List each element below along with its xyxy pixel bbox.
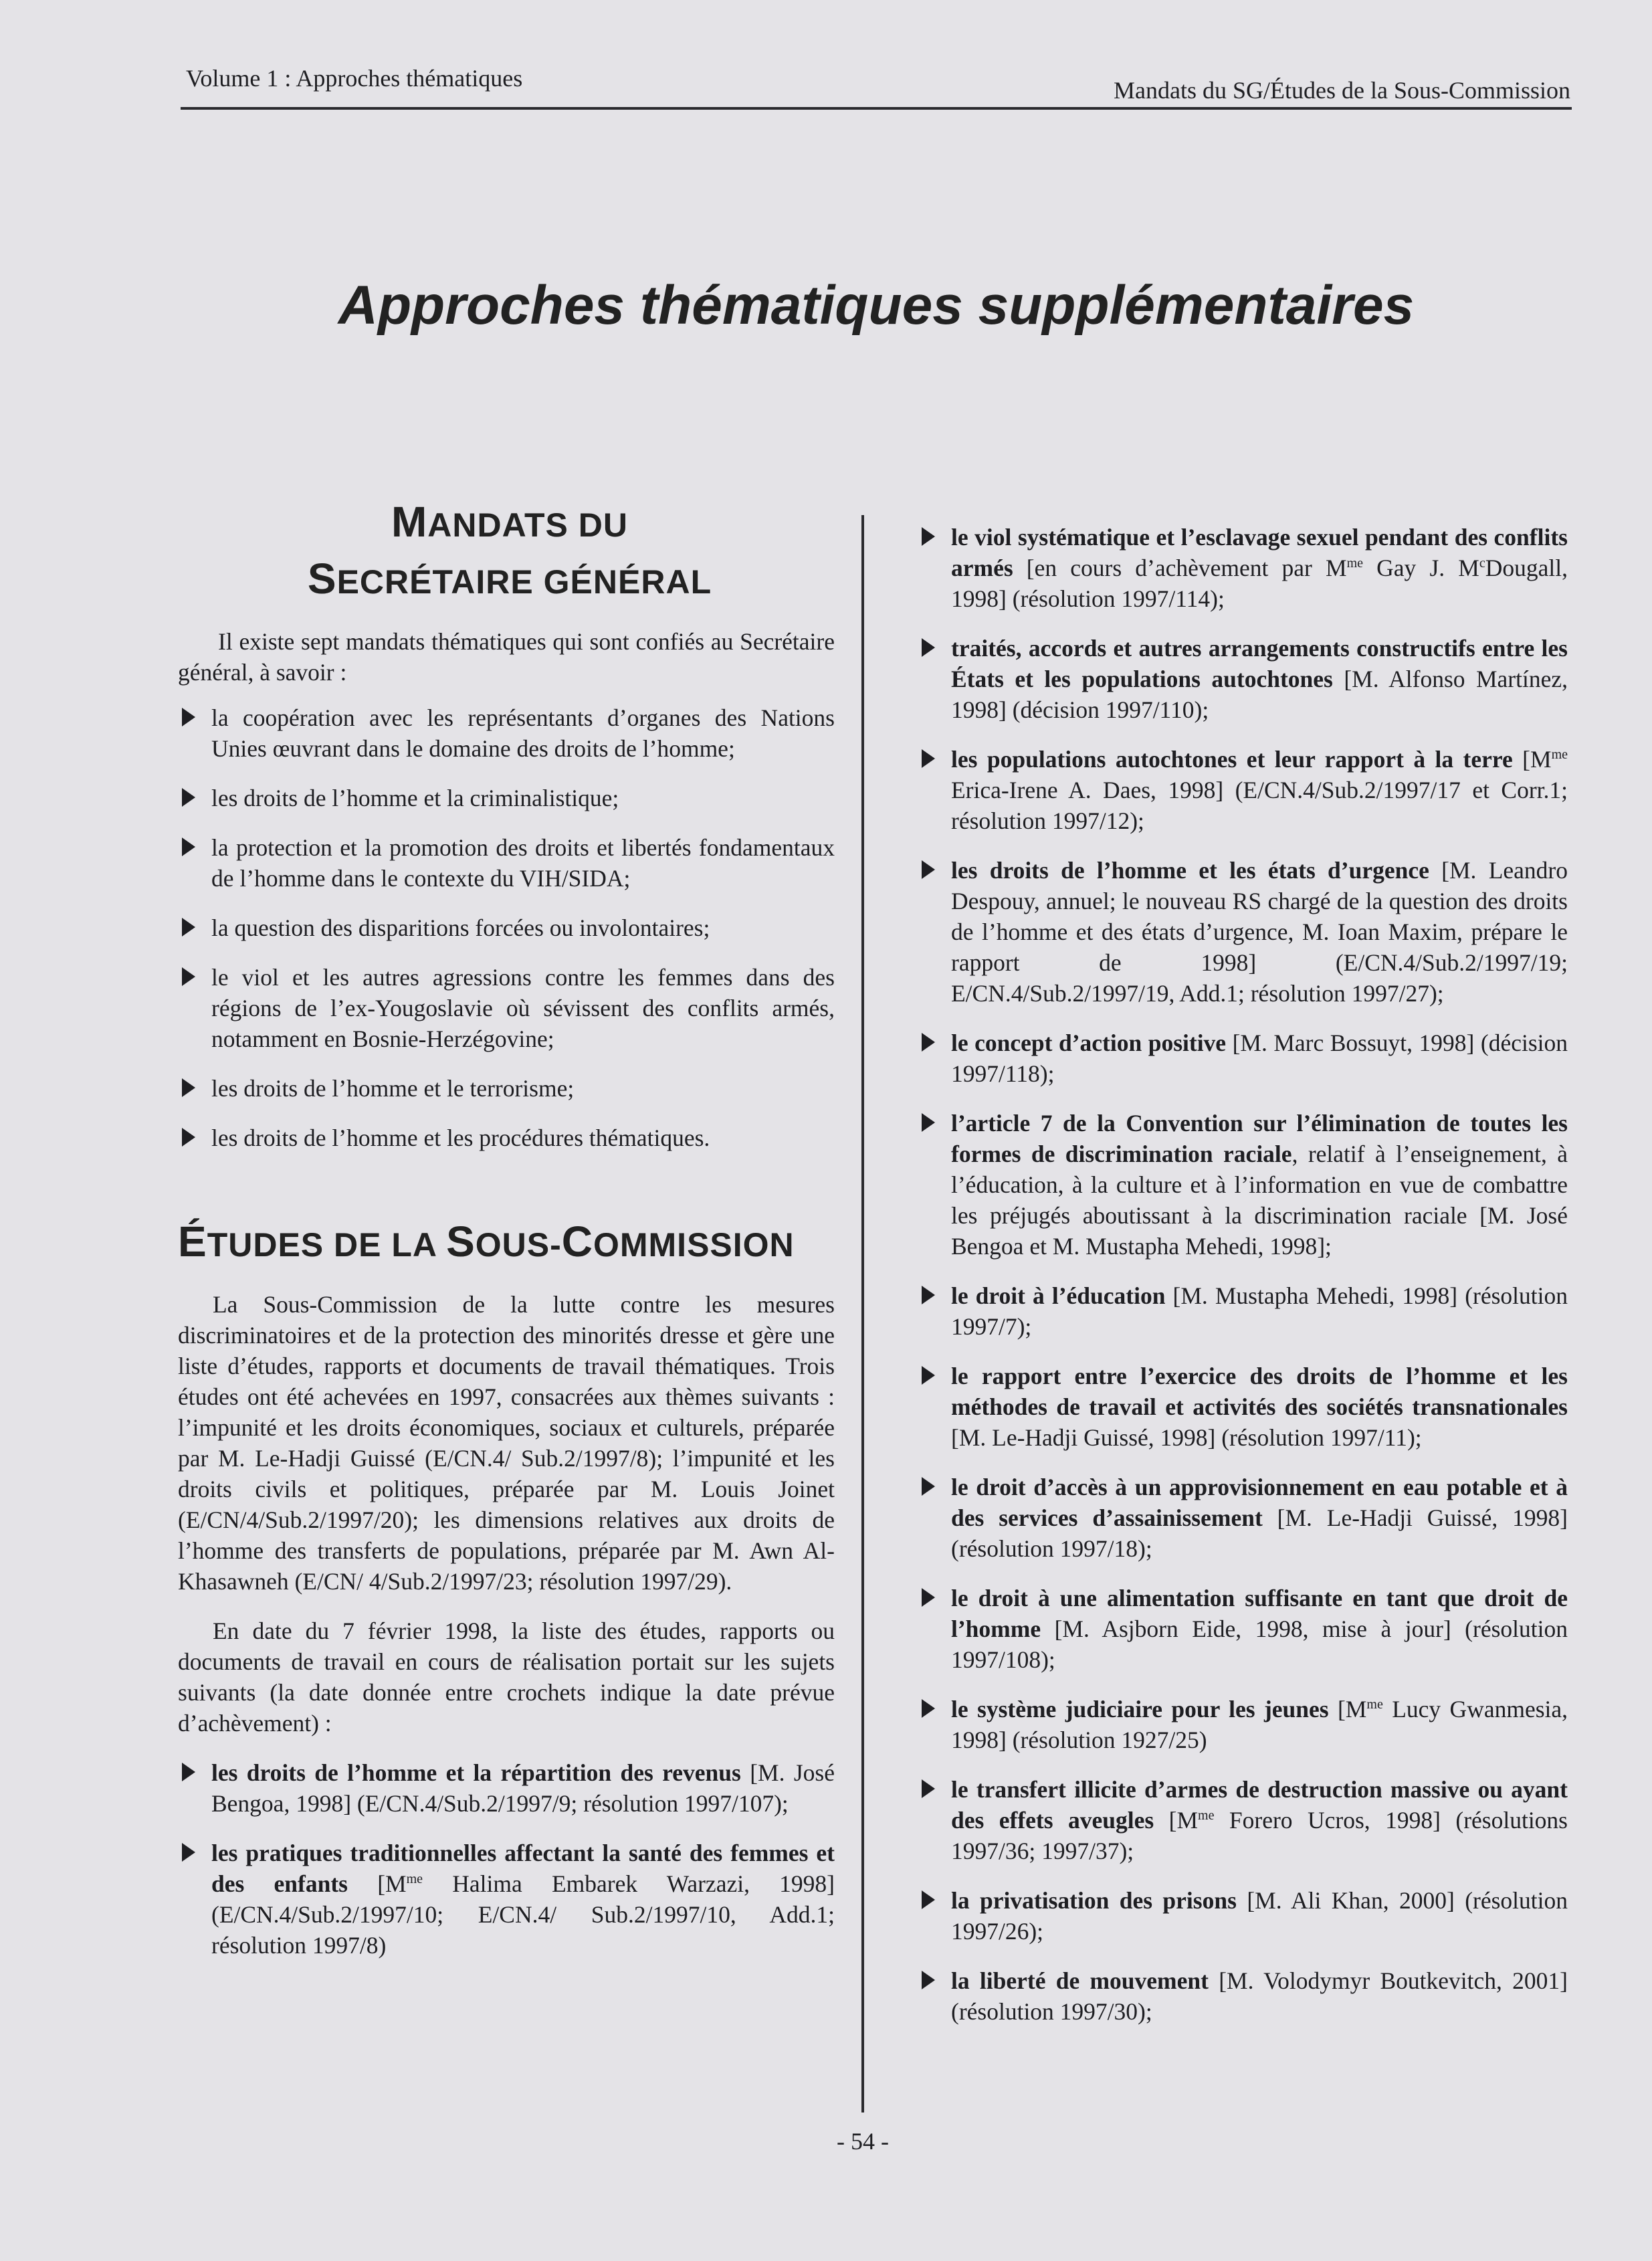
list-item: le viol et les autres agressions contre les femmes dans des régions de l’ex-Yougoslavie où sévissent des conflits armés, notamment en Bosnie-Herzégovine; bbox=[178, 962, 835, 1054]
list-item: la protection et la promotion des droits et libertés fondamentaux de l’homme dans le contexte du VIH/SIDA; bbox=[178, 832, 835, 894]
arrow-bullet-icon bbox=[182, 708, 195, 726]
etudes-paragraph-2: En date du 7 février 1998, la liste des études, rapports ou documents de travail en cours de réalisation portait sur les sujets suivants (la date donnée entre crochets indique la date prévue d’achèvement) : bbox=[178, 1617, 835, 1737]
running-header-left: Volume 1 : Approches thématiques bbox=[186, 65, 523, 92]
arrow-bullet-icon bbox=[922, 1588, 935, 1607]
arrow-bullet-icon bbox=[182, 1843, 195, 1862]
list-item: les populations autochtones et leur rapport à la terre [$M^{me}$ Erica-Irene A. Daes, 1998] (E/CN.4/Sub.2/1997/17 et Corr.1; résolution 1997/12); bbox=[918, 744, 1568, 836]
arrow-bullet-icon bbox=[182, 918, 195, 937]
list-item: les droits de l’homme et le terrorisme; bbox=[178, 1073, 835, 1104]
arrow-bullet-icon bbox=[922, 1286, 935, 1304]
list-item: la coopération avec les représentants d’organes des Nations Unies œuvrant dans le domaine des droits de l’homme; bbox=[178, 702, 835, 764]
list-item: traités, accords et autres arrangements constructifs entre les États et les populations autochtones [M. Alfonso Martínez, 1998] (décision 1997/110); bbox=[918, 633, 1568, 725]
list-item: les droits de l’homme et la criminalistique; bbox=[178, 783, 835, 813]
page-number: - 54 - bbox=[837, 2128, 889, 2155]
section-title-mandats: MANDATS DU SECRÉTAIRE GÉNÉRAL bbox=[307, 498, 712, 603]
arrow-bullet-icon bbox=[182, 967, 195, 986]
etudes-list-right bbox=[918, 522, 1568, 2027]
mandats-list bbox=[178, 702, 835, 1153]
arrow-bullet-icon bbox=[922, 749, 935, 768]
arrow-bullet-icon bbox=[922, 1366, 935, 1385]
mandats-intro: Il existe sept mandats thématiques qui sont confiés au Secrétaire général, à savoir : bbox=[178, 628, 835, 686]
list-item: le droit à une alimentation suffisante en tant que droit de l’homme [M. Asjborn Eide, 1998, mise à jour] (résolution 1997/108); bbox=[918, 1583, 1568, 1675]
list-item: le transfert illicite d’armes de destruction massive ou ayant des effets aveugles [$M^{me}$ Forero Ucros, 1998] (résolutions 1997/36; 1997/37); bbox=[918, 1774, 1568, 1866]
arrow-bullet-icon bbox=[922, 1890, 935, 1909]
arrow-bullet-icon bbox=[922, 638, 935, 657]
arrow-bullet-icon bbox=[922, 527, 935, 546]
list-item: le droit à l’éducation [M. Mustapha Mehedi, 1998] (résolution 1997/7); bbox=[918, 1280, 1568, 1342]
header-rule bbox=[181, 107, 1572, 110]
list-item: la privatisation des prisons [M. Ali Khan, 2000] (résolution 1997/26); bbox=[918, 1885, 1568, 1947]
etudes-list-left bbox=[178, 1757, 835, 1961]
arrow-bullet-icon bbox=[922, 860, 935, 879]
arrow-bullet-icon bbox=[922, 1699, 935, 1718]
right-column bbox=[918, 522, 1568, 2046]
list-item: la liberté de mouvement [M. Volodymyr Boutkevitch, 2001] (résolution 1997/30); bbox=[918, 1965, 1568, 2027]
running-header-right: Mandats du SG/Études de la Sous-Commission bbox=[1114, 77, 1570, 104]
page-title: Approches thématiques supplémentaires bbox=[338, 275, 1415, 336]
list-item: la question des disparitions forcées ou involontaires; bbox=[178, 912, 835, 943]
etudes-paragraph-1: La Sous-Commission de la lutte contre les mesures discriminatoires et de la protection des minorités dresse et gère une liste d’études, rapports et documents de travail thématiques. Trois études ont été achevées en 1997, consacrées aux thèmes suivants : l’impunité et les droits économiques, sociaux et culturels, préparée par M. Le-Hadji Guissé (E/CN.4/ Sub.2/1997/8); l’impunité et les droits civils et politiques, préparée par M. Louis Joinet (E/CN/4/Sub.2/1997/20); les dimensions relatives aux droits de l’homme des transferts de populations, préparée par M. Awn Al-Khasawneh (E/CN/ 4/Sub.2/1997/23; résolution 1997/29). bbox=[178, 1291, 835, 1595]
arrow-bullet-icon bbox=[182, 1128, 195, 1147]
arrow-bullet-icon bbox=[182, 1763, 195, 1781]
list-item: les droits de l’homme et les états d’urgence [M. Leandro Despouy, annuel; le nouveau RS chargé de la question des droits de l’homme et des états d’urgence, M. Ioan Maxim, prépare le rapport de 1998] (E/CN.4/Sub.2/1997/19; E/CN.4/Sub.2/1997/19, Add.1; résolution 1997/27); bbox=[918, 855, 1568, 1009]
list-item: le système judiciaire pour les jeunes [$M^{me}$ Lucy Gwanmesia, 1998] (résolution 1927/25) bbox=[918, 1694, 1568, 1755]
column-divider bbox=[861, 515, 864, 2112]
arrow-bullet-icon bbox=[922, 1971, 935, 1989]
section-title-etudes: ÉTUDES DE LA SOUS-COMMISSION bbox=[178, 1217, 795, 1266]
arrow-bullet-icon bbox=[922, 1113, 935, 1132]
list-item: les droits de l’homme et les procédures thématiques. bbox=[178, 1122, 835, 1153]
list-item: l’article 7 de la Convention sur l’élimination de toutes les formes de discrimination raciale, relatif à l’enseignement, à l’éducation, à la culture et à l’information en vue de combattre les préjugés aboutissant à la discrimination raciale [M. José Bengoa et M. Mustapha Mehedi, 1998]; bbox=[918, 1108, 1568, 1262]
arrow-bullet-icon bbox=[182, 1078, 195, 1097]
arrow-bullet-icon bbox=[922, 1477, 935, 1496]
arrow-bullet-icon bbox=[182, 838, 195, 856]
left-column bbox=[178, 495, 835, 1979]
arrow-bullet-icon bbox=[182, 788, 195, 807]
list-item: le droit d’accès à un approvisionnement en eau potable et à des services d’assainissement [M. Le-Hadji Guissé, 1998] (résolution 1997/18); bbox=[918, 1472, 1568, 1564]
list-item: le rapport entre l’exercice des droits de l’homme et les méthodes de travail et activités des sociétés transnationales [M. Le-Hadji Guissé, 1998] (résolution 1997/11); bbox=[918, 1361, 1568, 1453]
list-item: les pratiques traditionnelles affectant la santé des femmes et des enfants [$M^{me}$ Halima Embarek Warzazi, 1998] (E/CN.4/Sub.2/1997/10; E/CN.4/ Sub.2/1997/10, Add.1; résolution 1997/8) bbox=[178, 1838, 835, 1961]
arrow-bullet-icon bbox=[922, 1779, 935, 1798]
arrow-bullet-icon bbox=[922, 1033, 935, 1052]
list-item: les droits de l’homme et la répartition des revenus [M. José Bengoa, 1998] (E/CN.4/Sub.2/1997/9; résolution 1997/107); bbox=[178, 1757, 835, 1819]
list-item: le viol systématique et l’esclavage sexuel pendant des conflits armés [en cours d’achèvement par $M^{me}$ Gay J. $M^cDougall$, 1998] (résolution 1997/114); bbox=[918, 522, 1568, 614]
list-item: le concept d’action positive [M. Marc Bossuyt, 1998] (décision 1997/118); bbox=[918, 1027, 1568, 1089]
